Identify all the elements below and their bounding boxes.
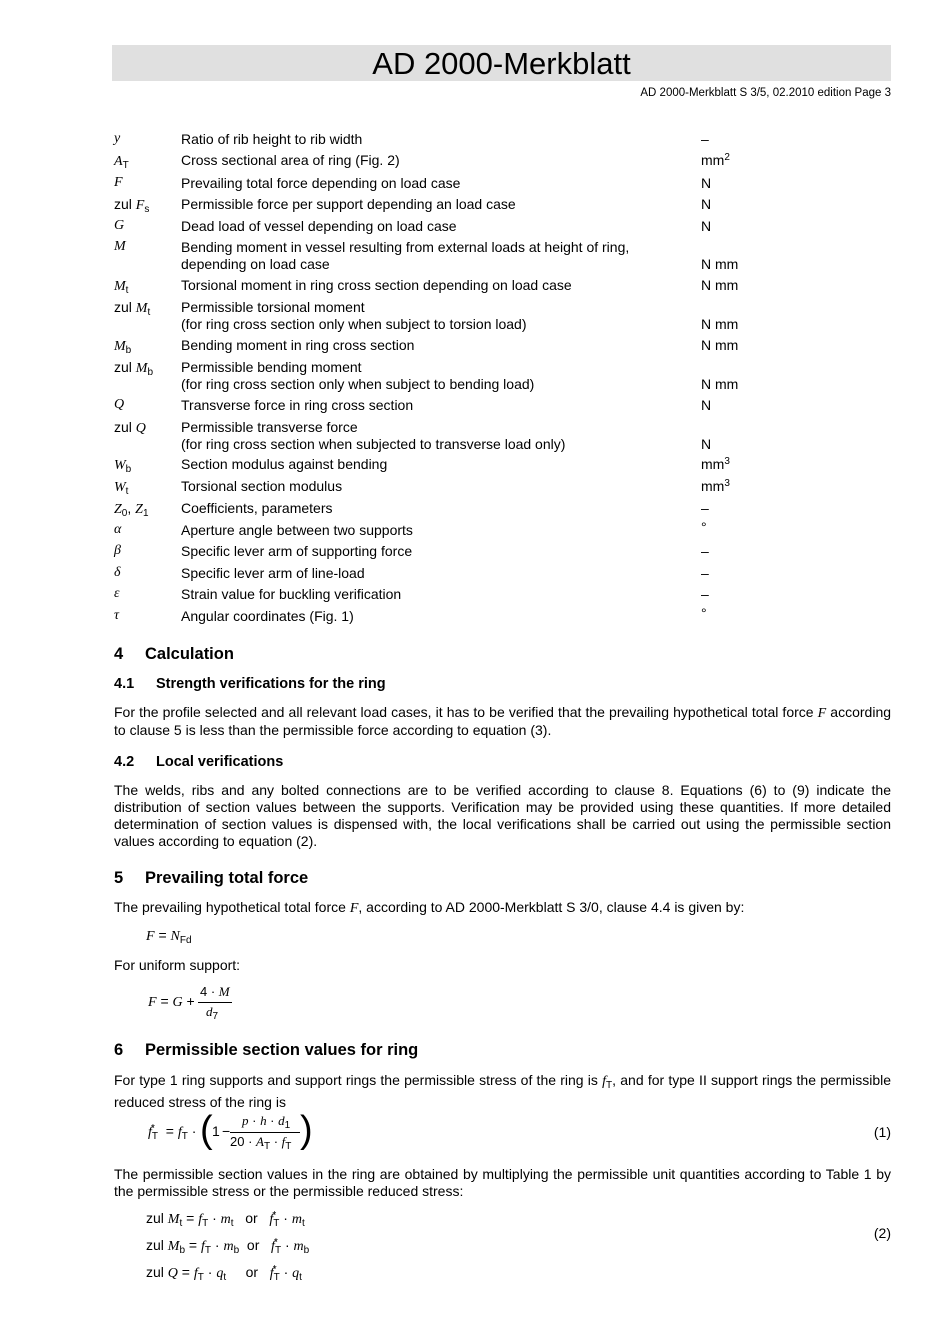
paragraph: For uniform support:	[114, 957, 241, 973]
description: Permissible transverse force (for ring cross section when subjected to transverse load only)	[181, 419, 566, 452]
table-row	[0, 218, 950, 238]
table-row	[0, 500, 950, 520]
subsection-heading: 4.2 Local verifications	[114, 754, 284, 770]
symbol: Q	[114, 397, 125, 412]
description: Torsional section modulus	[181, 478, 343, 494]
symbol: $A_T$	[114, 154, 129, 171]
table-row	[0, 131, 950, 151]
symbol: M	[114, 239, 126, 254]
description: Permissible force per support depending an load case	[181, 196, 516, 212]
paragraph: The prevailing hypothetical total force F, according to AD 2000-Merkblatt S 3/0, clause 4.4 is given by:	[114, 899, 745, 916]
equation-uniform-support: F = G + 4 · M $d_7$	[148, 984, 248, 1024]
unit: –	[701, 131, 709, 147]
unit: –	[701, 565, 709, 581]
unit: N	[701, 397, 712, 413]
table-row	[0, 543, 950, 563]
paragraph: For type 1 ring supports and support rings the permissible stress of the ring is $f_T$, and for type II support rings the permissible reduced stress of the ring is	[114, 1072, 892, 1110]
description: Torsional moment in ring cross section depending on load case	[181, 277, 572, 293]
description: Bending moment in vessel resulting from external loads at height of ring, depending on load case	[181, 239, 630, 272]
unit: –	[701, 586, 709, 602]
unit: –	[701, 543, 709, 559]
section-heading: 5 Prevailing total force	[114, 869, 309, 887]
table-row	[0, 565, 950, 585]
unit: $mm^3$	[701, 456, 730, 472]
table-row	[0, 605, 950, 628]
unit: N	[701, 175, 712, 191]
equation-number: (2)	[873, 1225, 891, 1241]
paragraph: For the profile selected and all relevant load cases, it has to be verified that the prevailing hypothetical total force F according to clause 5 is less than the permissible force according to equation (3).	[114, 704, 892, 738]
section-heading: 4 Calculation	[114, 645, 234, 663]
table-row	[0, 337, 950, 357]
subsection-heading: 4.1 Strength verifications for the ring	[114, 676, 386, 692]
description: Dead load of vessel depending on load case	[181, 218, 457, 234]
description: Prevailing total force depending on load case	[181, 175, 461, 191]
table-row	[0, 519, 950, 542]
symbol: τ	[114, 608, 120, 623]
description: Strain value for buckling verification	[181, 586, 402, 602]
description: Specific lever arm of supporting force	[181, 543, 413, 559]
paragraph: The permissible section values in the ring are obtained by multiplying the permissible unit quantities according to Table 1 by the permissible stress or the permissible reduced stress:	[114, 1166, 891, 1199]
document-title: AD 2000-Merkblatt	[372, 46, 631, 81]
table-row	[0, 478, 950, 498]
table-row	[0, 359, 950, 392]
equation-total-force: $F = N_{Fd}$	[146, 927, 192, 946]
table-row	[0, 175, 950, 195]
equation-number: (1)	[873, 1124, 891, 1140]
table-row	[0, 152, 950, 172]
symbol: zul $M_b$	[114, 359, 154, 378]
symbol: α	[114, 522, 122, 537]
unit: N mm	[701, 316, 739, 332]
section-heading: 6 Permissible section values for ring	[114, 1041, 419, 1059]
symbol: y	[114, 131, 121, 146]
description: Aperture angle between two supports	[181, 522, 413, 538]
unit: N	[701, 436, 712, 452]
symbol: ε	[114, 586, 120, 601]
table-row	[0, 397, 950, 417]
table-row	[0, 586, 950, 606]
symbol: $M_t$	[114, 279, 129, 296]
paragraph: The welds, ribs and any bolted connections are to be verified according to clause 8. Equations (6) to (9) indicate the distribution of section values between the supports. Verification may be provided using these quantities. If more detailed determination of section values is dispensed with, the local verifications shall be carried out using the permissible section values according to equation (2).	[114, 782, 891, 849]
description: Angular coordinates (Fig. 1)	[181, 608, 354, 624]
unit: $mm^3$	[701, 478, 730, 494]
symbol: zul Q	[114, 419, 146, 436]
symbol: zul $F_s$	[114, 196, 150, 215]
description: Permissible torsional moment (for ring cross section only when subject to torsion load)	[181, 299, 527, 332]
unit: N mm	[701, 256, 739, 272]
unit: $mm^2$	[701, 152, 730, 168]
description: Transverse force in ring cross section	[181, 397, 414, 413]
table-row	[0, 239, 950, 272]
symbol: δ	[114, 565, 121, 580]
symbol: $Z_0$, $Z_1$	[114, 500, 149, 519]
table-row	[0, 299, 950, 332]
description: Section modulus against bending	[181, 456, 388, 472]
table-row	[0, 456, 950, 476]
equation-2: zul $M_t = f_T \cdot m_t$ or $f_T^* \cdot m_t$ zul $M_b = f_T \cdot m_b$ or $f_T^* \cdot m_b$ zul $Q = f_T \cdot q_t$ or $f_T^* \cdot q_t$	[146, 1210, 310, 1283]
description: Cross sectional area of ring (Fig. 2)	[181, 152, 400, 168]
symbol: $W_b$	[114, 458, 132, 475]
unit: –	[701, 500, 709, 516]
description: Bending moment in ring cross section	[181, 337, 415, 353]
unit: N mm	[701, 277, 739, 293]
unit: N	[701, 196, 712, 212]
equation-1: $f_T^* = f_T$ · ( 1 − $p \cdot h \cdot d_1$ $20 \cdot A_T \cdot f_T$ )	[148, 1109, 313, 1152]
table-row	[0, 196, 950, 216]
symbol: F	[114, 175, 123, 190]
document-banner	[112, 45, 891, 81]
symbol: β	[114, 543, 121, 558]
table-row	[0, 419, 950, 452]
description: Specific lever arm of line-load	[181, 565, 365, 581]
symbol: G	[114, 218, 125, 233]
unit: N mm	[701, 376, 739, 392]
unit: N mm	[701, 337, 739, 353]
symbol: zul $M_t$	[114, 299, 151, 318]
unit: N	[701, 218, 712, 234]
description: Coefficients, parameters	[181, 500, 333, 516]
description: Permissible bending moment (for ring cross section only when subject to bending load)	[181, 359, 535, 392]
description: Ratio of rib height to rib width	[181, 131, 363, 147]
unit: °	[701, 519, 707, 535]
page-subtitle: AD 2000-Merkblatt S 3/5, 02.2010 edition Page 3	[640, 87, 891, 99]
unit: °	[701, 605, 707, 621]
symbol: $W_t$	[114, 480, 129, 497]
symbol: $M_b$	[114, 339, 132, 356]
table-row	[0, 277, 950, 297]
